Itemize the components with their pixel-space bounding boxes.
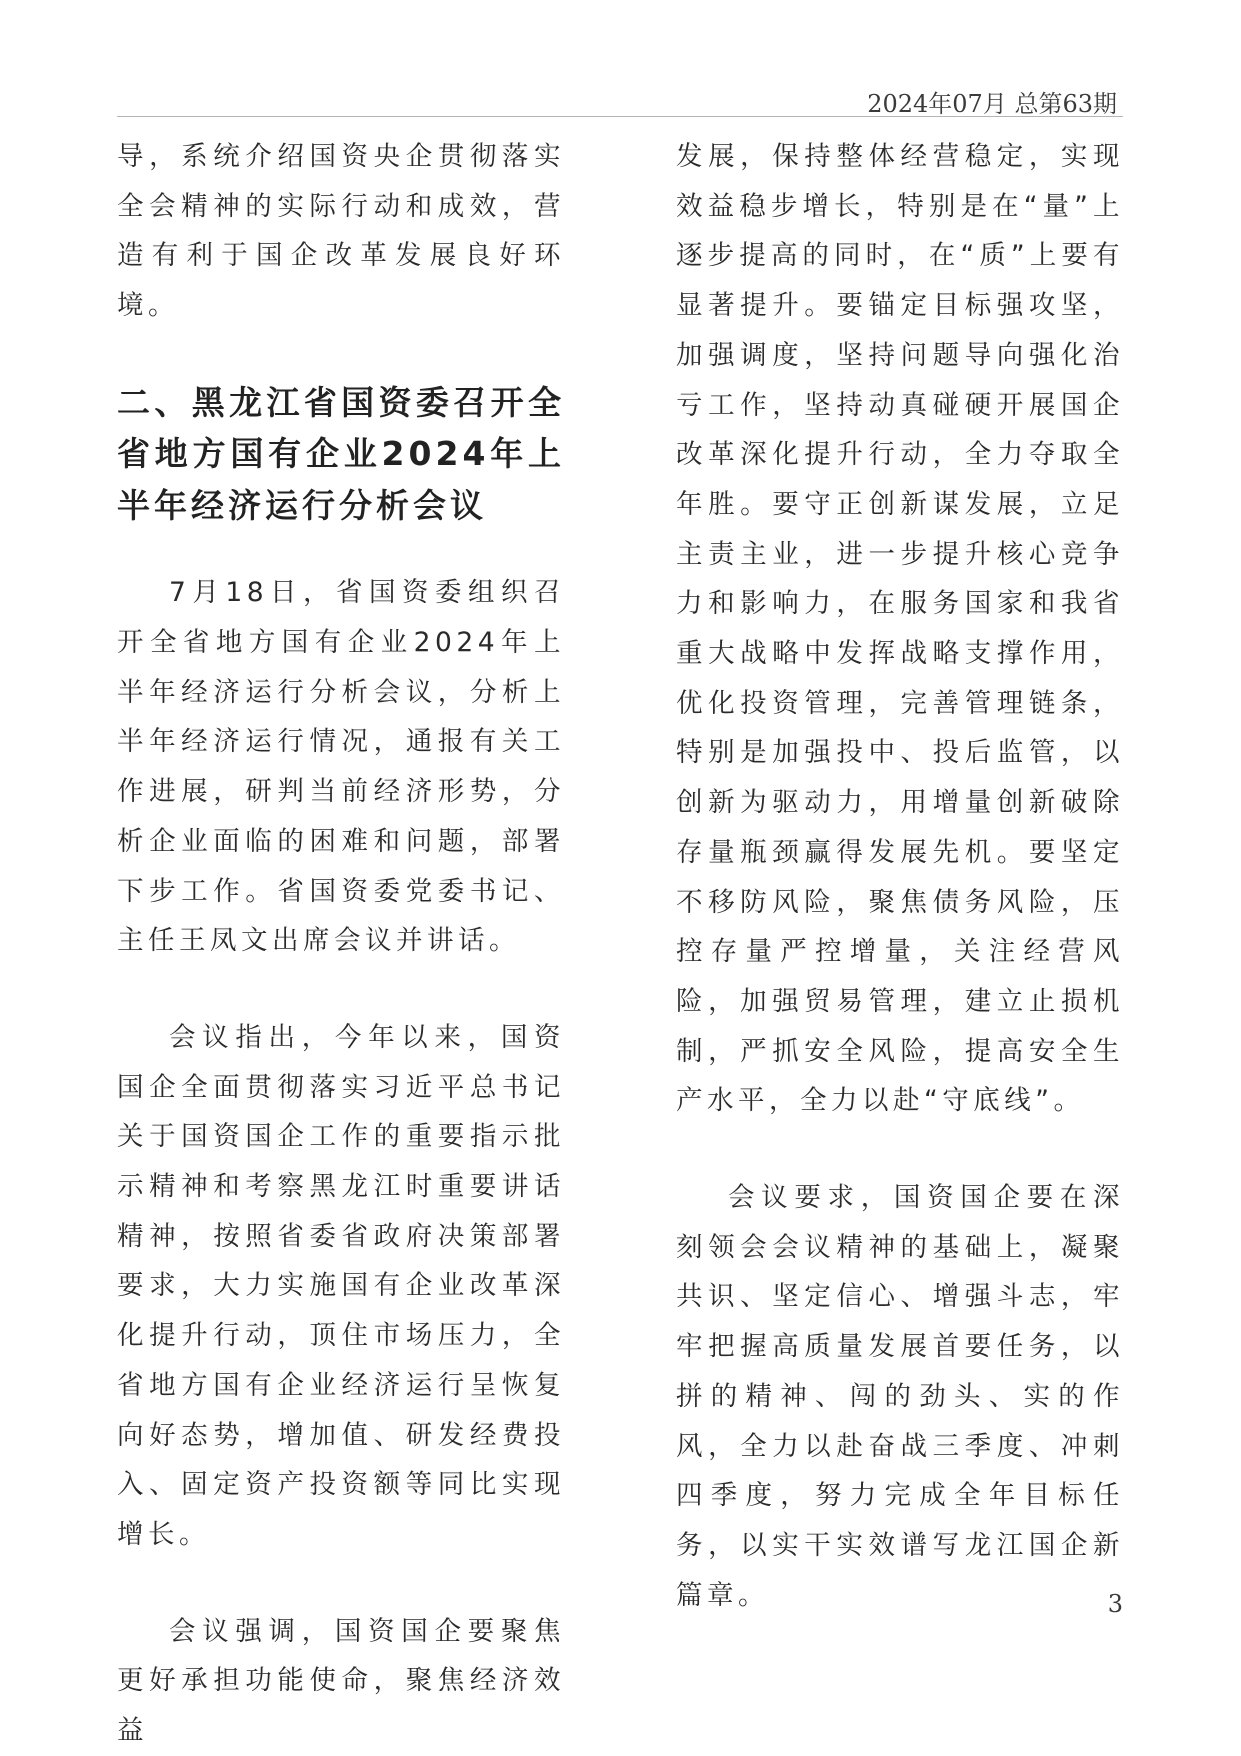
paragraph-2: 会议指出，今年以来，国资国企全面贯彻落实习近平总书记关于国资国企工作的重要指示批示精神和考察黑龙江时重要讲话精神，按照省委省政府决策部署要求，大力实施国有企业改革深化提升行动，顶住市场压力，全省地方国有企业经济运行呈恢复向好态势，增加值、研发经费投入、固定资产投资额等同比实现增长。 <box>117 1021 565 1550</box>
paragraph-4: 会议要求，国资国企要在深刻领会会议精神的基础上，凝聚共识、坚定信心、增强斗志，牢牢把握高质量发展首要任务，以拼的精神、闯的劲头、实的作风，全力以赴奋战三季度、冲刺四季度，努力完成全年目标任务，以实干实效谱写龙江国企新篇章。 <box>676 1182 1124 1611</box>
left-column <box>117 132 565 1756</box>
paragraph-3-continued: 发展，保持整体经营稳定，实现效益稳步增长，特别是在“量”上逐步提高的同时，在“质”上要有显著提升。要锚定目标强攻坚，加强调度，坚持问题导向强化治亏工作，坚持动真碰硬开展国企改革深化提升行动，全力夺取全年胜。要守正创新谋发展，立足主责主业，进一步提升核心竞争力和影响力，在服务国家和我省重大战略中发挥战略支撑作用，优化投资管理，完善管理链条，特别是加强投中、投后监管，以创新为驱动力，用增量创新破除存量瓶颈赢得发展先机。要坚定不移防风险，聚焦债务风险，压控存量严控增量，关注经营风险，加强贸易管理，建立止损机制，严抓安全风险，提高安全生产水平，全力以赴“守底线”。 <box>676 141 1124 1117</box>
page-number: 3 <box>1107 1590 1123 1618</box>
right-column <box>676 132 1124 1620</box>
paragraph-3-start: 会议强调，国资国企要聚焦更好承担功能使命，聚焦经济效益 <box>117 1615 565 1747</box>
page-header <box>117 82 1123 117</box>
continued-paragraph: 导，系统介绍国资央企贯彻落实全会精神的实际行动和成效，营造有利于国企改革发展良好环境。 <box>117 141 565 322</box>
section-heading: 二、黑龙江省国资委召开全省地方国有企业2024年上半年经济运行分析会议 <box>117 382 565 525</box>
paragraph-1: 7月18日，省国资委组织召开全省地方国有企业2024年上半年经济运行分析会议，分析上半年经济运行情况，通报有关工作进展，研判当前经济形势，分析企业面临的困难和问题，部署下步工作。省国资委党委书记、主任王凤文出席会议并讲话。 <box>117 577 565 957</box>
issue-label: 2024年07月 总第63期 <box>867 90 1117 118</box>
